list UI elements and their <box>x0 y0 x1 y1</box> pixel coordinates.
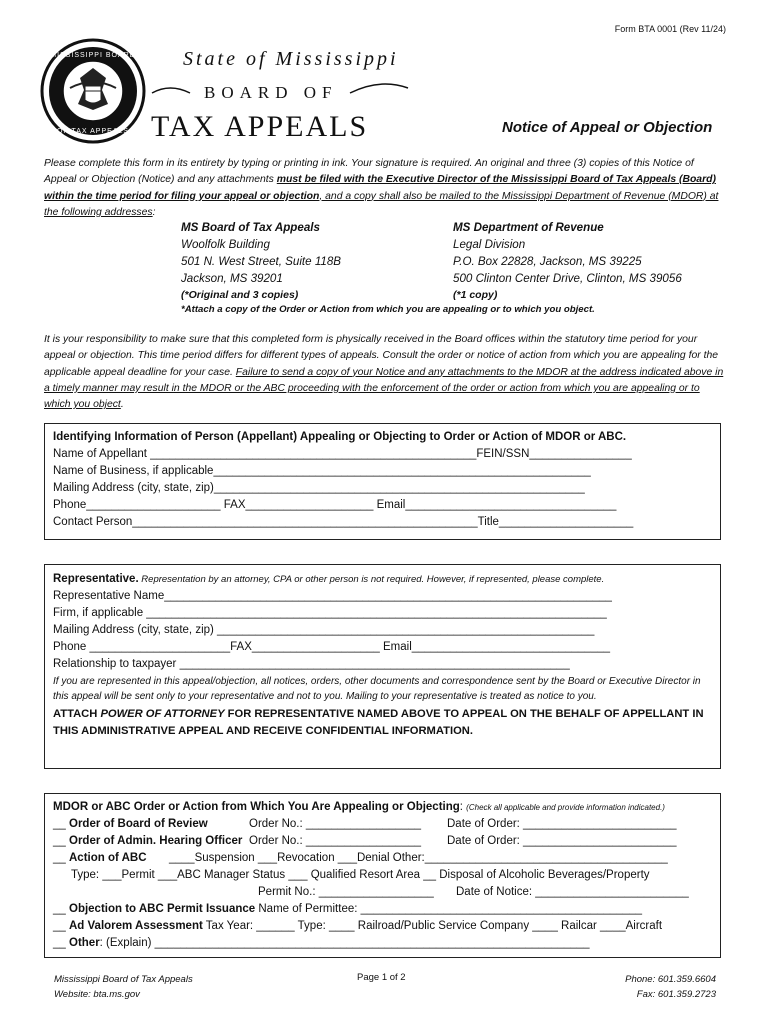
page-number: Page 1 of 2 <box>357 972 406 983</box>
form-number: Form BTA 0001 (Rev 11/24) <box>614 24 726 34</box>
appellant-section <box>44 423 721 540</box>
phone-fax-email-field[interactable]: Phone_____________________ FAX____________________ Email_________________________________ <box>53 499 617 511</box>
representative-name-field[interactable]: Representative Name______________________________________________________________________ <box>53 590 612 602</box>
permit-issuance-row[interactable]: __ Objection to ABC Permit Issuance Name of Permittee: ____________________________________________ <box>53 903 643 915</box>
intro-paragraph: Please complete this form in its entirety by typing or printing in ink. Your signature is required. An original and three (3) copies of this Notice of Appeal or Objection (Notice) and any attachments must be filed with the Executive Director of the Mississippi Board of Tax Appeals (Board) within the time period for filing your appeal or objection, and a copy shall also be mailed to the Mississippi Department of Revenue (MDOR) at the following addresses: <box>44 158 719 218</box>
other-explain-row[interactable]: __ Other: (Explain) ____________________________________________________________________ <box>53 937 590 949</box>
header-board: BOARD OF <box>204 83 338 102</box>
permit-number-row[interactable]: Permit No.: __________________ Date of Notice: ________________________ <box>258 886 689 898</box>
responsibility-paragraph: It is your responsibility to make sure that this completed form is physically received in the Board offices within the statutory time period for your appeal or objection. This time period differs for different types of appeals. Consult the order or notice of action from which you are appealing for the applicable appeal deadline for your case. Failure to send a copy of your Notice and any attachments to the MDOR at the address indicated above in a timely manner may result in the MDOR or the ABC proceeding with the enforcement of the order or action from which you are appealing or to which you object. <box>44 334 724 411</box>
mdor-address: MS Department of Revenue Legal Division P.O. Box 22828, Jackson, MS 39225 500 Clinton Center Drive, Clinton, MS 39056 (*1 copy) <box>453 221 682 301</box>
business-name-field[interactable]: Name of Business, if applicable___________________________________________________________ <box>53 465 591 477</box>
action-of-abc-row[interactable]: __ Action of ABC ____Suspension ___Revocation ___Denial Other:______________________________________ <box>53 852 668 864</box>
orders-section: MDOR or ABC Order or Action from Which You Are Appealing or Objecting: (Check all applicable and provide information indicated.) __ Order of Board of Review Order No.: __________________ Date of Order: ________________________ __ Order of Admin. Hearing Officer Order No.: __________________ Date of Order: ________________________ __ Action of ABC ____Suspension ___Revocation ___Denial Other:______________________________________ Type: ___Permit ___ABC Manager Status ___ Qualified Resort Area __ Disposal of Alcoholic Beverages/Property Permit No.: __________________ Date of Notice: ________________________ __ Objection to ABC Permit Issuance Name of Permittee: ____________________________________________ __ Ad Valorem Assessment Tax Year: ______ Type: ____ Railroad/Public Service Company ____ Railcar ____Aircraft __ Other: (Explain) ____________________________________________________________________ <box>44 793 721 958</box>
representative-notice: If you are represented in this appeal/objection, all notices, orders, other documents and correspondence sent by the Board or Executive Director in this appeal will be sent only to your representative and not to you. Mailing to your representative is treated as notice to you. <box>53 676 701 702</box>
orders-heading: MDOR or ABC Order or Action from Which You Are Appealing or Objecting <box>53 801 460 813</box>
representative-section: Representative. Representation by an attorney, CPA or other person is not required. However, if represented, please complete. Representative Name______________________________________________________________________ Firm, if applicable ________________________________________________________________________ Mailing Address (city, state, zip) ___________________________________________________________ Phone ______________________FAX____________________ Email_______________________________ Relationship to taxpayer _____________________________________________________________ If you are represented in this appeal/objection, all notices, orders, other documents and correspondence sent by the Board or Executive Director in this appeal will be sent only to your representative and not to you. Mailing to your representative is treated as notice to you. ATTACH POWER OF ATTORNEY FOR REPRESENTATIVE NAMED ABOVE TO APPEAL ON THE BEHALF OF APPELLANT IN THIS ADMINISTRATIVE APPEAL AND RECEIVE CONFIDENTIAL INFORMATION. <box>44 564 721 769</box>
state-seal-logo <box>40 38 146 144</box>
ad-valorem-row[interactable]: __ Ad Valorem Assessment Tax Year: ______ Type: ____ Railroad/Public Service Company ____ Railcar ____Aircraft <box>53 920 663 932</box>
svg-text:OF TAX APPEALS: OF TAX APPEALS <box>56 128 130 135</box>
footer-right: Phone: 601.359.6604 Fax: 601.359.2723 <box>625 974 716 1000</box>
header-tax-appeals: TAX APPEALS <box>151 110 369 143</box>
board-of-review-row[interactable]: __ Order of Board of Review Order No.: __________________ Date of Order: ________________________ <box>53 818 677 830</box>
relationship-field[interactable]: Relationship to taxpayer _____________________________________________________________ <box>53 658 570 670</box>
mailing-address-field[interactable]: Mailing Address (city, state, zip)__________________________________________________________ <box>53 482 585 494</box>
board-address: MS Board of Tax Appeals Woolfolk Building 501 N. West Street, Suite 118B Jackson, MS 39201 (*Original and 3 copies) <box>181 221 342 301</box>
abc-type-row[interactable]: Type: ___Permit ___ABC Manager Status ___ Qualified Resort Area __ Disposal of Alcoholic Beverages/Property <box>71 869 650 881</box>
firm-field[interactable]: Firm, if applicable ________________________________________________________________________ <box>53 607 607 619</box>
rep-phone-fax-email-field[interactable]: Phone ______________________FAX____________________ Email_______________________________ <box>53 641 611 653</box>
svg-text:MISSISSIPPI BOARD: MISSISSIPPI BOARD <box>50 52 136 59</box>
representative-heading: Representative. <box>53 573 139 585</box>
admin-hearing-row[interactable]: __ Order of Admin. Hearing Officer Order No.: __________________ Date of Order: ________________________ <box>53 835 677 847</box>
power-of-attorney-note: ATTACH POWER OF ATTORNEY FOR REPRESENTATIVE NAMED ABOVE TO APPEAL ON THE BEHALF OF APPELLANT IN THIS ADMINISTRATIVE APPEAL AND RECEIVE CONFIDENTIAL INFORMATION. <box>53 708 704 737</box>
appellant-name-field[interactable]: Name of Appellant ___________________________________________________FEIN/SSN________________ <box>53 448 632 460</box>
contact-person-field[interactable]: Contact Person______________________________________________________Title_____________________ <box>53 516 634 528</box>
rep-mailing-address-field[interactable]: Mailing Address (city, state, zip) ___________________________________________________________ <box>53 624 595 636</box>
page-title: Notice of Appeal or Objection <box>502 119 713 136</box>
attach-note: *Attach a copy of the Order or Action from which you are appealing or to which you object. <box>181 304 595 315</box>
header-state: State of Mississippi <box>183 48 399 70</box>
footer-left: Mississippi Board of Tax Appeals Website: bta.ms.gov <box>54 974 193 1000</box>
appellant-heading: Identifying Information of Person (Appellant) Appealing or Objecting to Order or Action of MDOR or ABC. <box>53 431 627 443</box>
